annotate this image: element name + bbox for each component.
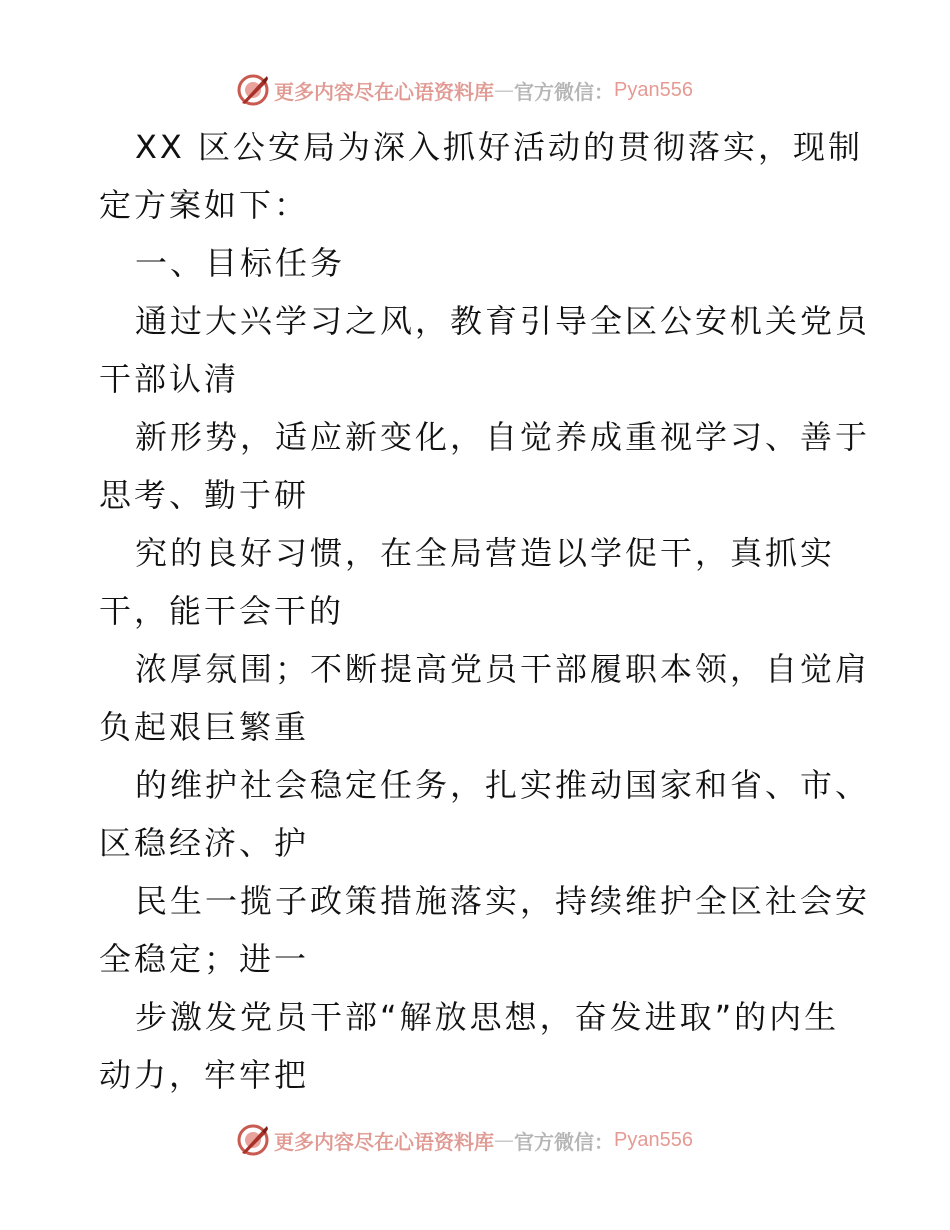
header-watermark [236, 72, 693, 108]
text-line: 区稳经济、护 [99, 824, 310, 862]
text-line: 干，能干会干的 [99, 592, 345, 630]
watermark-separator: — [494, 78, 514, 102]
footer-watermark [236, 1122, 693, 1158]
text-line: 步激发党员干部“解放思想，奋发进取”的内生 [135, 998, 840, 1036]
text-line: 的维护社会稳定任务，扎实推动国家和省、市、 [135, 766, 871, 804]
text-line: 民生一揽子政策措施落实，持续维护全区社会安 [135, 882, 871, 920]
text-line: 负起艰巨繁重 [99, 708, 310, 746]
watermark-wechat-id: Pyan556 [614, 1128, 693, 1151]
quill-seal-icon [236, 1123, 270, 1157]
text-line: 全稳定；进一 [99, 940, 310, 978]
watermark-title: 更多内容尽在心语资料库 [274, 1129, 494, 1154]
watermark-title: 更多内容尽在心语资料库 [274, 79, 494, 104]
text-line: 干部认清 [99, 360, 240, 398]
quill-seal-icon [236, 73, 270, 107]
text-line: 思考、勤于研 [99, 476, 310, 514]
text-line: XX 区公安局为深入抓好活动的贯彻落实，现制 [135, 128, 864, 166]
text-line: 定方案如下： [99, 186, 310, 224]
watermark-separator: — [494, 1128, 514, 1152]
document-body [99, 118, 871, 1104]
text-line: 新形势，适应新变化，自觉养成重视学习、善于 [135, 418, 871, 456]
section-heading: 一、目标任务 [135, 244, 346, 282]
text-line: 动力，牢牢把 [99, 1056, 310, 1094]
watermark-subtitle: 官方微信： [514, 1129, 614, 1154]
watermark-subtitle: 官方微信： [514, 79, 614, 104]
watermark-wechat-id: Pyan556 [614, 78, 693, 101]
text-line: 浓厚氛围；不断提高党员干部履职本领，自觉肩 [135, 650, 871, 688]
text-line: 通过大兴学习之风，教育引导全区公安机关党员 [135, 302, 871, 340]
text-line: 究的良好习惯，在全局营造以学促干，真抓实 [135, 534, 836, 572]
